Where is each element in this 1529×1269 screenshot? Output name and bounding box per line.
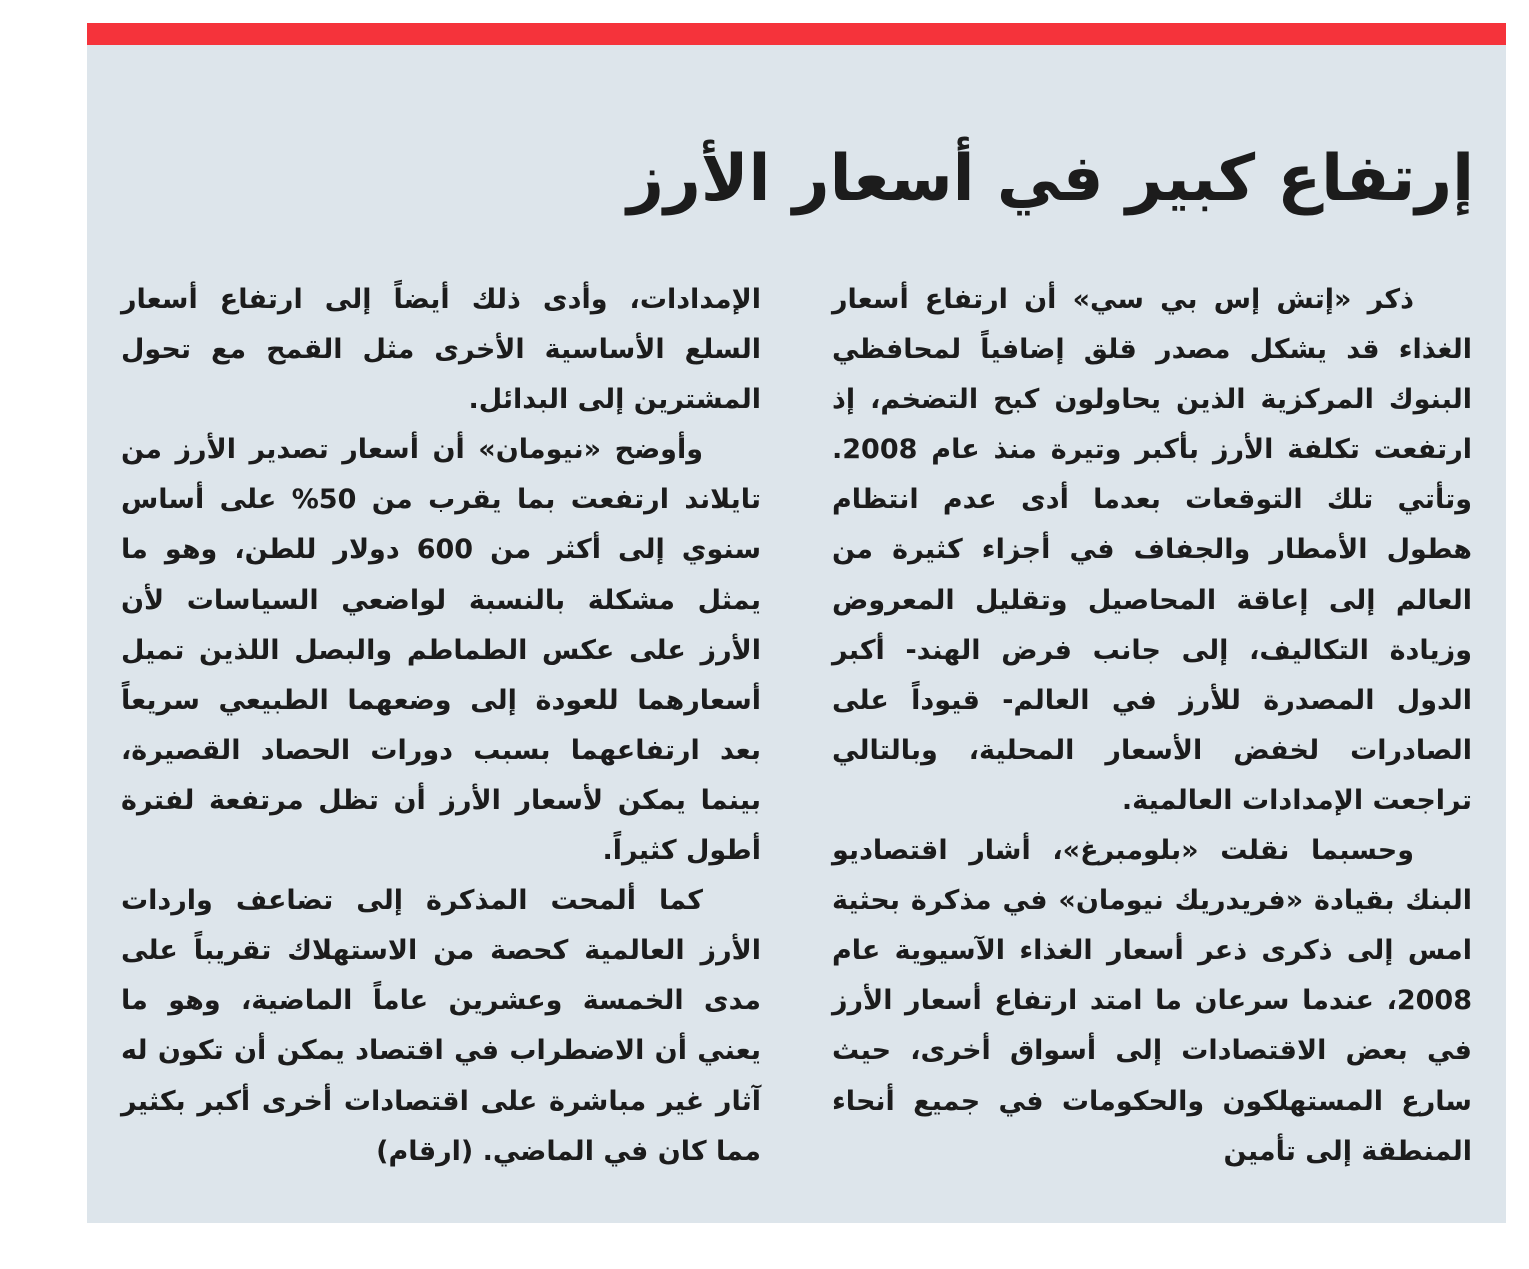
article-paragraph: ذكر «إتش إس بي سي» أن ارتفاع أسعار الغذاء قد يشكل مصدر قلق إضافياً لمحافظي البنوك المركزية الذين يحاولون كبح التضخم، إذ ارتفعت تكلفة الأرز بأكبر وتيرة منذ عام 2008. وتأتي تلك التوقعات بعدما أدى عدم انتظام هطول الأمطار والجفاف في أجزاء كثيرة من العالم إلى إعاقة المحاصيل وتقليل المعروض وزيادة التكاليف، إلى جانب فرض الهند- أكبر الدول المصدرة للأرز في العالم- قيوداً على الصادرات لخفض الأسعار المحلية، وبالتالي تراجعت الإمدادات العالمية.: [832, 284, 1472, 816]
article-paragraph-continuation: الإمدادات، وأدى ذلك أيضاً إلى ارتفاع أسعار السلع الأساسية الأخرى مثل القمح مع تحول المشترين إلى البدائل.: [121, 284, 761, 416]
article-paragraph: وأوضح «نيومان» أن أسعار تصدير الأرز من تايلاند ارتفعت بما يقرب من 50% على أساس سنوي إلى أكثر من 600 دولار للطن، وهو ما يمثل مشكلة بالنسبة لواضعي السياسات لأن الأرز على عكس الطماطم والبصل اللذين تميل أسعارهما للعودة إلى وضعهما الطبيعي سريعاً بعد ارتفاعهما بسبب دورات الحصاد القصيرة، بينما يمكن لأسعار الأرز أن تظل مرتفعة لفترة أطول كثيراً.: [121, 434, 761, 867]
article-column-right: [832, 275, 1472, 1177]
article-headline: إرتفاع كبير في أسعار الأرز: [627, 142, 1474, 216]
article-paragraph: وحسبما نقلت «بلومبرغ»، أشار اقتصاديو البنك بقيادة «فريدريك نيومان» في مذكرة بحثية امس إلى ذكرى ذعر أسعار الغذاء الآسيوية عام 2008، عندما سرعان ما امتد ارتفاع أسعار الأرز في بعض الاقتصادات إلى أسواق أخرى، حيث سارع المستهلكون والحكومات في جميع أنحاء المنطقة إلى تأمين: [832, 835, 1472, 1167]
article-column-left: [121, 275, 761, 1177]
news-article: [87, 23, 1506, 1223]
article-paragraph: كما ألمحت المذكرة إلى تضاعف واردات الأرز العالمية كحصة من الاستهلاك تقريباً على مدى الخمسة وعشرين عاماً الماضية، وهو ما يعني أن الاضطراب في اقتصاد يمكن أن تكون له آثار غير مباشرة على اقتصادات أخرى أكبر بكثير مما كان في الماضي. (ارقام): [121, 885, 761, 1167]
accent-bar: [87, 23, 1506, 45]
